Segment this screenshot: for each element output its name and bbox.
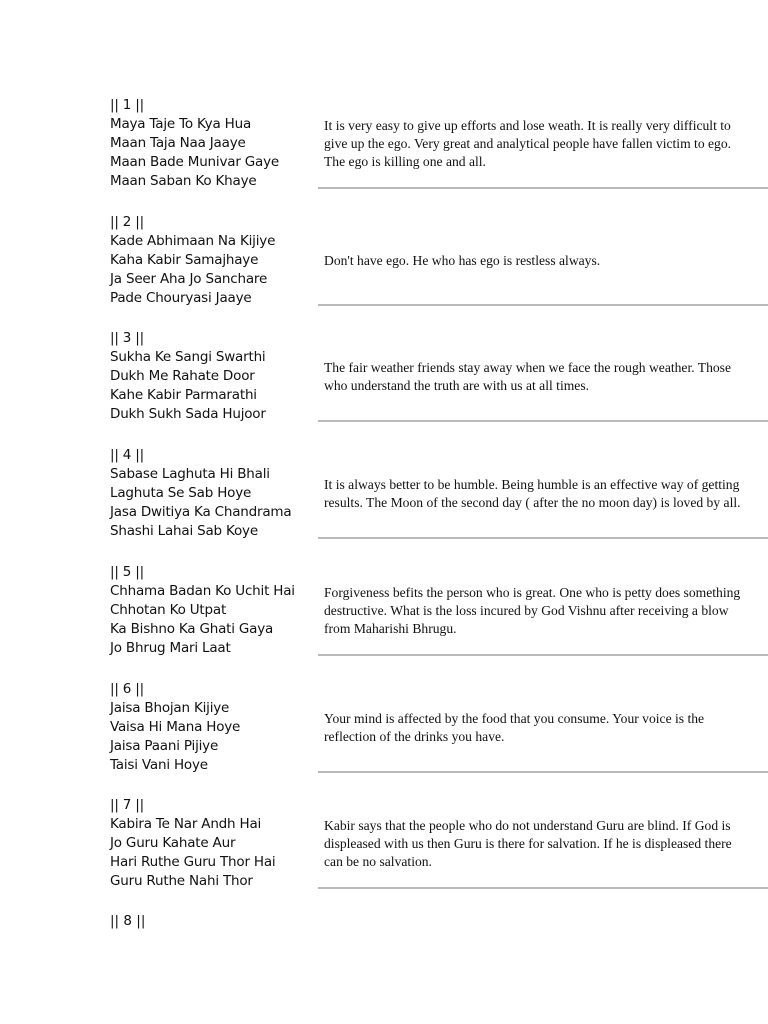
verse-line: Maan Saban Ko Khaye: [110, 173, 257, 189]
verse-line: Jasa Dwitiya Ka Chandrama: [110, 504, 292, 520]
verse-meaning-text: The fair weather friends stay away when we face the rough weather. Those who understand the truth are with us at all times.: [324, 360, 732, 393]
verse-row: [0, 213, 768, 331]
verse-text: [110, 680, 315, 775]
verse-row: [0, 446, 768, 564]
verse-line: Maan Bade Munivar Gaye: [110, 154, 279, 170]
verse-line: Jo Guru Kahate Aur: [110, 835, 236, 851]
verse-text: [110, 446, 315, 541]
verse-line: Ka Bishno Ka Ghati Gaya: [110, 621, 274, 637]
verse-meaning-text: Your mind is affected by the food that you consume. Your voice is the reflection of the drinks you have.: [324, 711, 705, 744]
verse-meaning: [324, 796, 744, 892]
verse-number: || 7 ||: [110, 797, 144, 813]
verse-number: || 4 ||: [110, 447, 144, 463]
verse-meaning: [324, 329, 744, 425]
verse-line: Sabase Laghuta Hi Bhali: [110, 466, 270, 482]
verse-line: Jaisa Paani Pijiye: [110, 738, 219, 754]
verse-line: Dukh Sukh Sada Hujoor: [110, 406, 266, 422]
verse-line: Jaisa Bhojan Kijiye: [110, 700, 230, 716]
verse-line: Kaha Kabir Samajhaye: [110, 252, 259, 268]
verse-meaning: [324, 563, 744, 659]
verse-number: || 2 ||: [110, 214, 144, 230]
verse-text: [110, 213, 315, 308]
verse-meaning: [324, 96, 744, 192]
row-divider: [318, 187, 768, 189]
row-divider: [318, 771, 768, 773]
verse-meaning-text: Kabir says that the people who do not understand Guru are blind. If God is displeased with us then Guru is there for salvation. If he is displeased there can be no salvation.: [324, 818, 732, 869]
verse-number: || 3 ||: [110, 330, 144, 346]
row-divider: [318, 887, 768, 889]
verse-row: [0, 329, 768, 447]
verse-row: [0, 680, 768, 798]
verse-line: Hari Ruthe Guru Thor Hai: [110, 854, 276, 870]
verse-line: Maan Taja Naa Jaaye: [110, 135, 246, 151]
row-divider: [318, 537, 768, 539]
verse-line: Guru Ruthe Nahi Thor: [110, 873, 253, 889]
verse-number: || 5 ||: [110, 564, 144, 580]
verse-line: Vaisa Hi Mana Hoye: [110, 719, 241, 735]
row-divider: [318, 304, 768, 306]
verse-row: [0, 563, 768, 681]
verse-line: Ja Seer Aha Jo Sanchare: [110, 271, 268, 287]
verse-line: Jo Bhrug Mari Laat: [110, 640, 231, 656]
verse-line: Chhotan Ko Utpat: [110, 602, 227, 618]
verse-line: Maya Taje To Kya Hua: [110, 116, 252, 132]
verse-text: [110, 796, 315, 891]
verse-meaning-text: Don't have ego. He who has ego is restless always.: [324, 253, 601, 268]
verse-row: [0, 796, 768, 914]
verse-number: || 8 ||: [110, 913, 146, 929]
verse-meaning-text: It is very easy to give up efforts and lose weath. It is really very difficult to give up the ego. Very great and analytical people have fallen victim to ego. The ego is killing one and all.: [324, 118, 732, 169]
verse-line: Kahe Kabir Parmarathi: [110, 387, 257, 403]
verse-line: Kade Abhimaan Na Kijiye: [110, 233, 276, 249]
verse-meaning: [324, 213, 744, 309]
verse-meaning: [324, 446, 744, 542]
verse-line: Pade Chouryasi Jaaye: [110, 290, 252, 306]
verse-number: || 6 ||: [110, 681, 144, 697]
verse-line: Kabira Te Nar Andh Hai: [110, 816, 262, 832]
verse-line: Laghuta Se Sab Hoye: [110, 485, 252, 501]
verse-line: Dukh Me Rahate Door: [110, 368, 255, 384]
verse-meaning: [324, 680, 744, 776]
verse-line: Sukha Ke Sangi Swarthi: [110, 349, 266, 365]
row-divider: [318, 420, 768, 422]
verse-number: || 1 ||: [110, 97, 144, 113]
verse-text: [110, 329, 315, 424]
verse-text: [110, 96, 315, 191]
verse-line: Chhama Badan Ko Uchit Hai: [110, 583, 295, 599]
verse-meaning-text: Forgiveness befits the person who is great. One who is petty does something destructive. What is the loss incured by God Vishnu after receiving a blow from Maharishi Bhrugu.: [324, 585, 741, 636]
verse-text: [110, 563, 315, 658]
row-divider: [318, 654, 768, 656]
verse-row: [0, 96, 768, 214]
verse-line: Taisi Vani Hoye: [110, 757, 208, 773]
verse-meaning-text: It is always better to be humble. Being humble is an effective way of getting results. The Moon of the second day ( after the no moon day) is loved by all.: [324, 477, 741, 510]
verse-line: Shashi Lahai Sab Koye: [110, 523, 258, 539]
